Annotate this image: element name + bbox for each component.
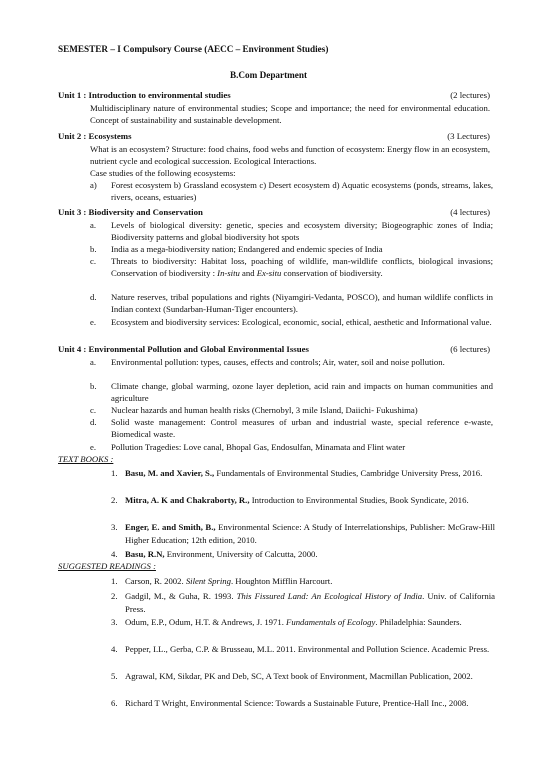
unit-2-case-text: Forest ecosystem b) Grassland ecosystem c) Desert ecosystem d) Aquatic ecosystems (ponds, streams, lakes, rivers, oceans, estuaries) [111,180,493,202]
text-book-4-num: 4. [111,549,118,559]
unit-4-item-d: Solid waste management: Control measures of urban and industrial waste, special reference e-waste, Biomedical waste. [111,417,493,439]
text-book-1 [125,467,495,480]
text-book-4-author: Basu, R.N, [125,549,165,559]
unit-3-item-c-exsitu: Ex-situ [256,268,282,278]
unit-3-lectures: (4 lectures) [450,207,490,217]
text-book-4 [125,548,495,561]
reading-5 [125,670,495,683]
text-book-3 [125,521,495,546]
text-book-3-rest: Environmental Science: A Study of Interrelationships, Publisher: McGraw-Hill Higher Education; 12th edition, 2010. [125,522,495,545]
text-book-1-num: 1. [111,468,118,478]
reading-1-title: Silent Spring [185,576,231,586]
unit-3-item-b: India as a mega-biodiversity nation; Endangered and endemic species of India [111,244,383,254]
unit-3-item-c-text-2: and [239,268,257,278]
unit-3-title: Unit 3 : Biodiversity and Conservation [58,207,203,217]
reading-2-title: This Fissured Land: An Ecological History of India [236,591,423,601]
reading-3-post: . Philadelphia: Saunders. [375,617,462,627]
unit-4-item-e: Pollution Tragedies: Love canal, Bhopal Gas, Endosulfan, Minamata and Flint water [111,442,406,452]
text-book-2-rest: Introduction to Environmental Studies, Book Syndicate, 2016. [249,495,469,505]
text-book-3-num: 3. [111,522,118,532]
suggested-readings-heading: SUGGESTED READINGS : [58,561,156,571]
unit-2-case-label: a) [90,180,97,190]
unit-3-item-e-label: e. [90,317,97,327]
text-book-2-num: 2. [111,495,118,505]
course-title: SEMESTER – I Compulsory Course (AECC – Environment Studies) [58,44,329,54]
reading-5-pre: Agrawal, KM, Sikdar, PK and Deb, SC, A Text book of Environment, Macmillan Publication, 2002. [125,671,473,681]
reading-3-pre: Odum, E.P., Odum, H.T. & Andrews, J. 1971. [125,617,287,627]
text-book-4-rest: Environment, University of Calcutta, 2000. [164,549,318,559]
unit-2-lectures: (3 Lectures) [447,131,490,141]
reading-1-num: 1. [111,576,118,586]
unit-4-item-a-label: a. [90,357,97,367]
unit-1-title: Unit 1 : Introduction to environmental studies [58,90,231,100]
unit-2-body: What is an ecosystem? Structure: food chains, food webs and function of ecosystem: Energy flow in an ecosystem, nutrient cycle and ecological succession. Ecological Interactions. [90,144,490,166]
unit-4-item-b-label: b. [90,381,97,391]
unit-3-item-b-label: b. [90,244,97,254]
text-book-1-rest: Fundamentals of Environmental Studies, Cambridge University Press, 2016. [214,468,483,478]
unit-1-lectures: (2 lectures) [450,90,490,100]
reading-6-pre: Richard T Wright, Environmental Science: Towards a Sustainable Future, Prentice-Hall Inc., 2008. [125,698,469,708]
unit-3-item-a: Levels of biological diversity: genetic, species and ecosystem diversity; Biogeographic zones of India; Biodiversity patterns and global biodiversity hot spots [111,220,493,242]
unit-4-title: Unit 4 : Environmental Pollution and Global Environmental Issues [58,344,309,354]
unit-3-item-d: Nature reserves, tribal populations and rights (Niyamgiri-Vedanta, POSCO), and human wildlife conflicts in Indian context (Sundarban-Human-Tiger encounters). [111,292,493,314]
reading-3-num: 3. [111,617,118,627]
unit-4-item-e-label: e. [90,442,97,452]
unit-3-item-a-label: a. [90,220,97,230]
reading-3-title: Fundamentals of Ecology [286,617,376,627]
unit-3-item-e: Ecosystem and biodiversity services: Ecological, economic, social, ethical, aesthetic and Informational value. [111,317,492,327]
unit-4-item-d-label: d. [90,417,97,427]
unit-3-item-c-text-1: Threats to biodiversity: Habitat loss, poaching of wildlife, man-wildlife conflicts, biological invasions; Conservation of biodiversity : [111,256,493,278]
reading-6 [125,697,495,710]
reading-4-num: 4. [111,644,118,654]
unit-3-item-d-label: d. [90,292,97,302]
reading-2-pre: Gadgil, M., & Guha, R. 1993. [125,591,237,601]
text-book-3-author: Enger, E. and Smith, B., [125,522,216,532]
unit-1-body: Multidisciplinary nature of environmental studies; Scope and importance; the need for environmental education. Concept of sustainability and sustainable development. [90,103,490,125]
reading-4 [125,643,495,656]
unit-4-item-c-label: c. [90,405,97,415]
reading-1-pre: Carson, R. 2002. [125,576,186,586]
unit-3-item-c-text-3: conservation of biodiversity. [281,268,383,278]
unit-2-case-intro: Case studies of the following ecosystems: [90,168,236,178]
text-book-2 [125,494,495,507]
reading-1-post: . Houghton Mifflin Harcourt. [230,576,333,586]
reading-4-pre: Pepper, I.L., Gerba, C.P. & Brusseau, M.L. 2011. Environmental and Pollution Science. Academic Press. [125,644,490,654]
text-books-heading: TEXT BOOKS : [58,454,114,464]
text-book-2-author: Mitra, A. K and Chakraborty, R., [125,495,250,505]
unit-3-item-c-insitu: In-situ [217,268,240,278]
reading-2 [125,590,495,615]
reading-6-num: 6. [111,698,118,708]
unit-4-item-c: Nuclear hazards and human health risks (Chernobyl, 3 mile Island, Daiichi- Fukushima) [111,405,418,415]
unit-4-item-a: Environmental pollution: types, causes, effects and controls; Air, water, soil and noise pollution. [111,357,445,367]
reading-2-post: . Univ. of California Press. [125,591,495,614]
reading-3 [125,616,495,629]
unit-2-title: Unit 2 : Ecosystems [58,131,132,141]
unit-3-item-c [111,255,493,279]
department-title: B.Com Department [230,70,308,80]
reading-1 [125,575,495,588]
reading-2-num: 2. [111,591,118,601]
text-book-1-author: Basu, M. and Xavier, S., [125,468,215,478]
unit-4-item-b: Climate change, global warming, ozone layer depletion, acid rain and impacts on human communities and agriculture [111,381,493,403]
unit-3-item-c-label: c. [90,256,97,266]
reading-5-num: 5. [111,671,118,681]
unit-4-lectures: (6 lectures) [450,344,490,354]
